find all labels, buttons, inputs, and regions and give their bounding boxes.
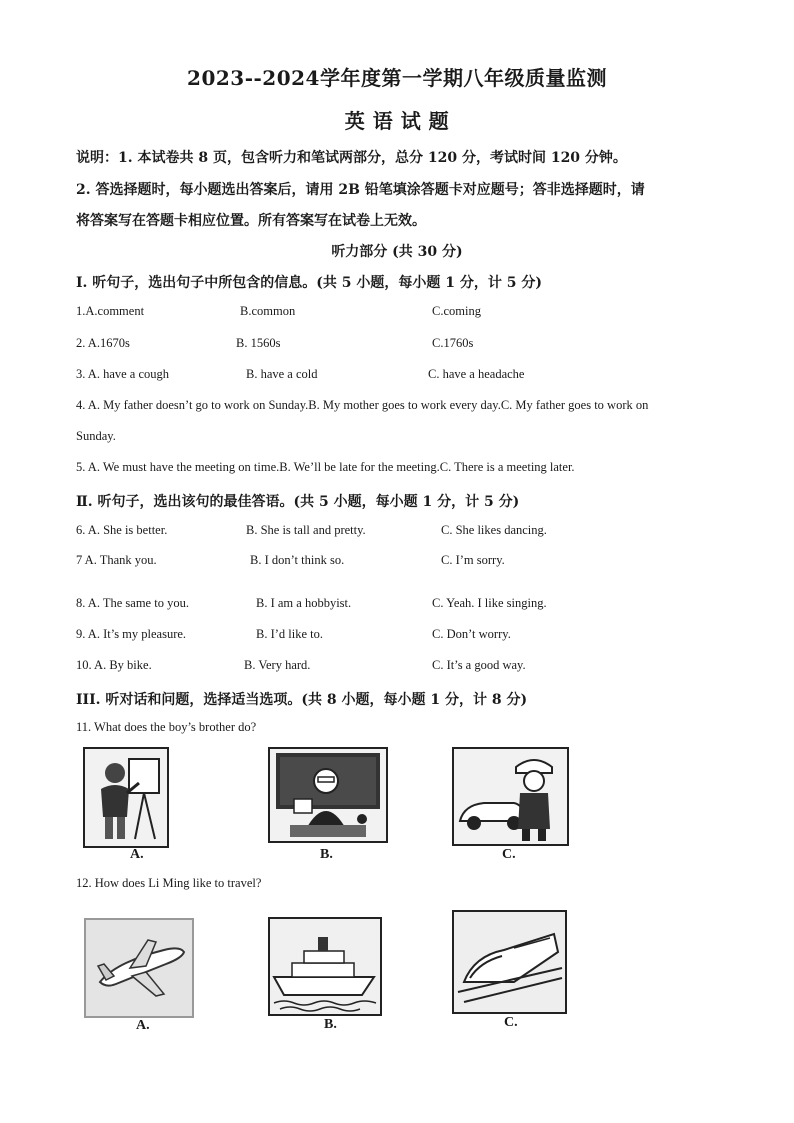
- q12-question: 12. How does Li Ming like to travel?: [76, 876, 262, 890]
- train-picture-icon: [452, 910, 567, 1014]
- q8-option-b: B. I am a hobbyist.: [256, 596, 352, 610]
- q7-option-c: C. I’m sorry.: [441, 553, 505, 567]
- section-1-heading: I. 听句子，选出句子中所包含的信息。(共 5 小题，每小题 1 分，计 5 分): [76, 275, 543, 291]
- q4-line-2: Sunday.: [76, 429, 116, 443]
- q2-option-a: 2. A.1670s: [76, 336, 130, 350]
- policeman-picture-icon: [452, 747, 569, 846]
- q9-option-c: C. Don’t worry.: [432, 627, 511, 641]
- section-3-heading: III. 听对话和问题，选择适当选项。(共 8 小题，每小题 1 分，计 8 分): [76, 692, 528, 708]
- q12-label-a: A.: [136, 1018, 150, 1033]
- instruction-line-1: 说明：1. 本试卷共 8 页，包含听力和笔试两部分，总分 120 分，考试时间 120 分钟。: [76, 150, 627, 166]
- q8-option-a: 8. A. The same to you.: [76, 596, 189, 610]
- listening-header: 听力部分 (共 30 分): [331, 244, 463, 260]
- q11-label-a: A.: [130, 847, 144, 862]
- painter-picture-icon: [83, 747, 169, 848]
- q5-line-1: 5. A. We must have the meeting on time.B. We’ll be late for the meeting.C. There is a meeting later.: [76, 460, 575, 474]
- q10-option-b: B. Very hard.: [244, 658, 311, 672]
- q3-option-b: B. have a cold: [246, 367, 318, 381]
- q10-option-c: C. It’s a good way.: [432, 658, 526, 672]
- q3-option-a: 3. A. have a cough: [76, 367, 170, 381]
- q6-option-c: C. She likes dancing.: [441, 523, 547, 537]
- section-2-heading: Ⅱ. 听句子，选出该句的最佳答语。(共 5 小题，每小题 1 分，计 5 分): [76, 494, 520, 510]
- exam-title: 2023--2024学年度第一学期八年级质量监测: [187, 66, 607, 90]
- q3-option-c: C. have a headache: [428, 367, 525, 381]
- q2-option-c: C.1760s: [432, 336, 474, 350]
- q7-option-a: 7 A. Thank you.: [76, 553, 157, 567]
- airplane-picture-icon: [84, 918, 194, 1018]
- q6-option-b: B. She is tall and pretty.: [246, 523, 366, 537]
- q11-label-c: C.: [502, 847, 516, 862]
- q7-option-b: B. I don’t think so.: [250, 553, 345, 567]
- instruction-line-3: 将答案写在答题卡相应位置。所有答案写在试卷上无效。: [76, 213, 426, 229]
- q6-option-a: 6. A. She is better.: [76, 523, 168, 537]
- ship-picture-icon: [268, 917, 382, 1016]
- q1-option-c: C.coming: [432, 304, 481, 318]
- q12-label-c: C.: [504, 1015, 518, 1030]
- q4-line-1: 4. A. My father doesn’t go to work on Sunday.B. My mother goes to work every day.C. My father goes to work on: [76, 398, 649, 412]
- q2-option-b: B. 1560s: [236, 336, 281, 350]
- q10-option-a: 10. A. By bike.: [76, 658, 152, 672]
- q11-label-b: B.: [320, 847, 333, 862]
- q9-option-a: 9. A. It’s my pleasure.: [76, 627, 187, 641]
- q1-option-b: B.common: [240, 304, 296, 318]
- q1-option-a: 1.A.comment: [76, 304, 145, 318]
- q12-label-b: B.: [324, 1017, 337, 1032]
- q9-option-b: B. I’d like to.: [256, 627, 324, 641]
- teacher-picture-icon: [268, 747, 388, 843]
- q11-question: 11. What does the boy’s brother do?: [76, 720, 257, 734]
- q8-option-c: C. Yeah. I like singing.: [432, 596, 547, 610]
- instruction-line-2: 2. 答选择题时，每小题选出答案后，请用 2B 铅笔填涂答题卡对应题号；答非选择题时，请: [76, 182, 645, 198]
- exam-subtitle: 英 语 试 题: [344, 109, 450, 133]
